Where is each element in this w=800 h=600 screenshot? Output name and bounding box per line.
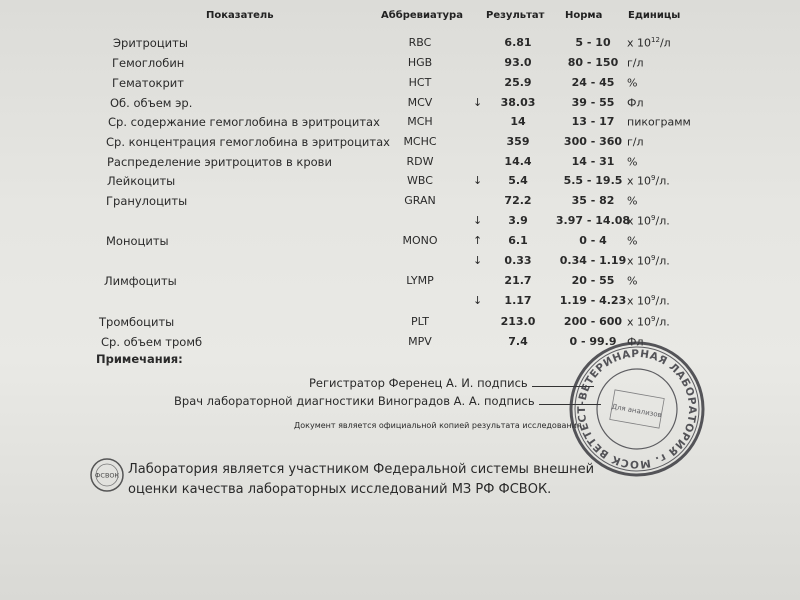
table-row (0, 36, 800, 56)
row-unit (627, 135, 644, 149)
table-row (0, 254, 800, 274)
row-result: 93.0 (504, 56, 532, 69)
lab-statement-line-2: оценки качества лабораторных исследований МЗ РФ ФСВОК. (128, 482, 552, 497)
row-name: Лимфоциты (104, 274, 177, 288)
table-row (0, 174, 800, 194)
row-unit-exponent: 9 (651, 174, 656, 182)
header-result: Результат (486, 10, 545, 21)
row-unit (627, 96, 644, 110)
row-unit-suffix: /л. (655, 254, 670, 268)
lab-statement-line-1: Лаборатория является участником Федеральной системы внешней (128, 462, 595, 477)
row-result: 3.9 (508, 214, 528, 227)
row-norm: 80 - 150 (567, 56, 619, 69)
row-abbr: MCV (407, 96, 433, 109)
row-result: 25.9 (504, 76, 532, 89)
table-row (0, 234, 800, 254)
svg-text:ВЕТТЕСТ-ВЕТЕРИНАРНАЯ ЛАБОРАТОР: ВЕТТЕСТ-ВЕТЕРИНАРНАЯ ЛАБОРАТОРИЯ г. МОСКВА (575, 347, 699, 471)
fsvok-logo-icon (88, 456, 126, 494)
row-unit-suffix: /л (659, 36, 671, 50)
table-row (0, 135, 800, 155)
row-flag-arrow-icon: ↓ (473, 254, 483, 267)
row-abbr: LYMP (406, 274, 434, 287)
row-unit (627, 115, 691, 129)
row-unit-base: % (627, 274, 638, 288)
row-unit-suffix: /л. (655, 315, 670, 329)
row-result: 6.1 (508, 234, 528, 247)
table-row (0, 214, 800, 234)
header-units: Единицы (628, 10, 681, 21)
row-unit (627, 194, 637, 208)
row-abbr: MONO (402, 234, 438, 247)
row-name: Ср. объем тромб (101, 335, 203, 349)
table-row (0, 155, 800, 175)
row-result: 213.0 (500, 315, 536, 328)
row-name: Гранулоциты (106, 194, 188, 208)
row-unit (627, 36, 671, 50)
row-name: Моноциты (106, 234, 169, 248)
svg-text:ФСВОК: ФСВОК (94, 471, 120, 480)
row-abbr: RBC (408, 36, 432, 49)
row-unit (627, 214, 670, 228)
registrar-text: Регистратор Ференец А. И. подпись (309, 376, 528, 390)
table-row (0, 274, 800, 294)
row-norm: 3.97 - 14.08 (555, 214, 631, 227)
row-name: Эритроциты (113, 36, 188, 50)
row-norm: 1.19 - 4.23 (559, 294, 627, 307)
row-unit-base: % (627, 194, 638, 208)
row-name: Об. объем эр. (110, 96, 193, 110)
row-unit-base: Фл (627, 335, 644, 349)
row-unit (627, 315, 670, 329)
row-unit-suffix: /л. (655, 294, 670, 308)
row-norm: 300 - 360 (563, 135, 623, 148)
row-norm: 0.34 - 1.19 (559, 254, 627, 267)
table-row (0, 194, 800, 214)
row-norm: 0 - 99.9 (569, 335, 617, 348)
row-flag-arrow-icon: ↓ (473, 96, 483, 109)
table-row (0, 76, 800, 96)
row-unit-exponent: 9 (651, 294, 656, 302)
lab-statement (128, 460, 594, 500)
row-unit-base: x 10 (627, 174, 652, 188)
row-result: 14.4 (504, 155, 532, 168)
row-abbr: GRAN (404, 194, 436, 207)
row-name: Лейкоциты (107, 174, 176, 188)
row-norm: 14 - 31 (571, 155, 615, 168)
header-param: Показатель (206, 10, 274, 21)
row-unit-base: x 10 (627, 36, 652, 50)
row-result: 21.7 (504, 274, 532, 287)
row-unit-base: x 10 (627, 294, 652, 308)
row-unit-base: г/л (627, 56, 644, 70)
row-flag-arrow-icon: ↓ (473, 174, 483, 187)
seal-stamp-icon (566, 335, 708, 480)
row-unit-base: x 10 (627, 315, 652, 329)
row-name: Ср. содержание гемоглобина в эритроцитах (108, 115, 380, 129)
row-abbr: MCHC (403, 135, 437, 148)
row-unit (627, 254, 670, 268)
header-norm: Норма (565, 10, 603, 21)
table-row (0, 315, 800, 335)
row-unit-base: пикограмм (627, 115, 691, 129)
row-norm: 13 - 17 (571, 115, 615, 128)
row-unit-base: % (627, 76, 638, 90)
row-norm: 200 - 600 (563, 315, 623, 328)
row-name: Ср. концентрация гемоглобина в эритроцитах (106, 135, 390, 149)
row-abbr: MPV (408, 335, 432, 348)
row-flag-arrow-icon: ↑ (473, 234, 483, 247)
row-result: 359 (506, 135, 530, 148)
row-result: 5.4 (508, 174, 528, 187)
row-name: Распределение эритроцитов в крови (107, 155, 332, 169)
svg-text:Для анализов: Для анализов (610, 402, 663, 420)
row-result: 6.81 (504, 36, 532, 49)
header-abbr: Аббревиатура (381, 10, 463, 21)
row-abbr: HCT (408, 76, 432, 89)
doctor-text: Врач лабораторной диагностики Виноградов А. А. подпись (174, 394, 535, 408)
row-unit-exponent: 9 (651, 214, 656, 222)
row-name: Гемоглобин (112, 56, 185, 70)
row-unit (627, 155, 637, 169)
row-unit-base: % (627, 155, 638, 169)
row-result: 72.2 (504, 194, 532, 207)
row-unit-base: г/л (627, 135, 644, 149)
row-unit (627, 294, 670, 308)
row-unit-exponent: 9 (651, 254, 656, 262)
doctor-signature-line (174, 394, 601, 408)
table-row (0, 294, 800, 314)
row-flag-arrow-icon: ↓ (473, 294, 483, 307)
row-abbr: HGB (407, 56, 433, 69)
row-abbr: MCH (407, 115, 433, 128)
row-norm: 39 - 55 (571, 96, 615, 109)
row-unit-base: x 10 (627, 214, 652, 228)
row-result: 38.03 (500, 96, 536, 109)
row-norm: 0 - 4 (579, 234, 607, 247)
row-abbr: WBC (407, 174, 433, 187)
row-norm: 5.5 - 19.5 (563, 174, 623, 187)
table-row (0, 115, 800, 135)
notes-label: Примечания: (96, 352, 183, 366)
table-row (0, 56, 800, 76)
row-unit (627, 76, 637, 90)
row-unit-base: x 10 (627, 254, 652, 268)
registrar-signature-line (309, 376, 594, 390)
table-row (0, 96, 800, 116)
row-name: Гематокрит (112, 76, 184, 90)
row-result: 0.33 (504, 254, 532, 267)
row-abbr: PLT (411, 315, 429, 328)
row-abbr: RDW (406, 155, 434, 168)
row-name: Тромбоциты (99, 315, 175, 329)
row-unit (627, 174, 670, 188)
row-norm: 20 - 55 (571, 274, 615, 287)
row-norm: 24 - 45 (571, 76, 615, 89)
row-result: 7.4 (508, 335, 528, 348)
row-norm: 5 - 10 (575, 36, 611, 49)
row-unit (627, 56, 644, 70)
row-unit-exponent: 12 (651, 36, 660, 44)
row-unit (627, 234, 637, 248)
row-unit-base: % (627, 234, 638, 248)
row-unit-suffix: /л. (655, 214, 670, 228)
row-flag-arrow-icon: ↓ (473, 214, 483, 227)
official-copy-note: Документ является официальной копией результата исследования (294, 421, 582, 430)
row-result: 14 (510, 115, 526, 128)
row-unit (627, 274, 637, 288)
row-result: 1.17 (504, 294, 532, 307)
row-norm: 35 - 82 (571, 194, 615, 207)
row-unit-exponent: 9 (651, 315, 656, 323)
row-unit-suffix: /л. (655, 174, 670, 188)
row-unit-base: Фл (627, 96, 644, 110)
